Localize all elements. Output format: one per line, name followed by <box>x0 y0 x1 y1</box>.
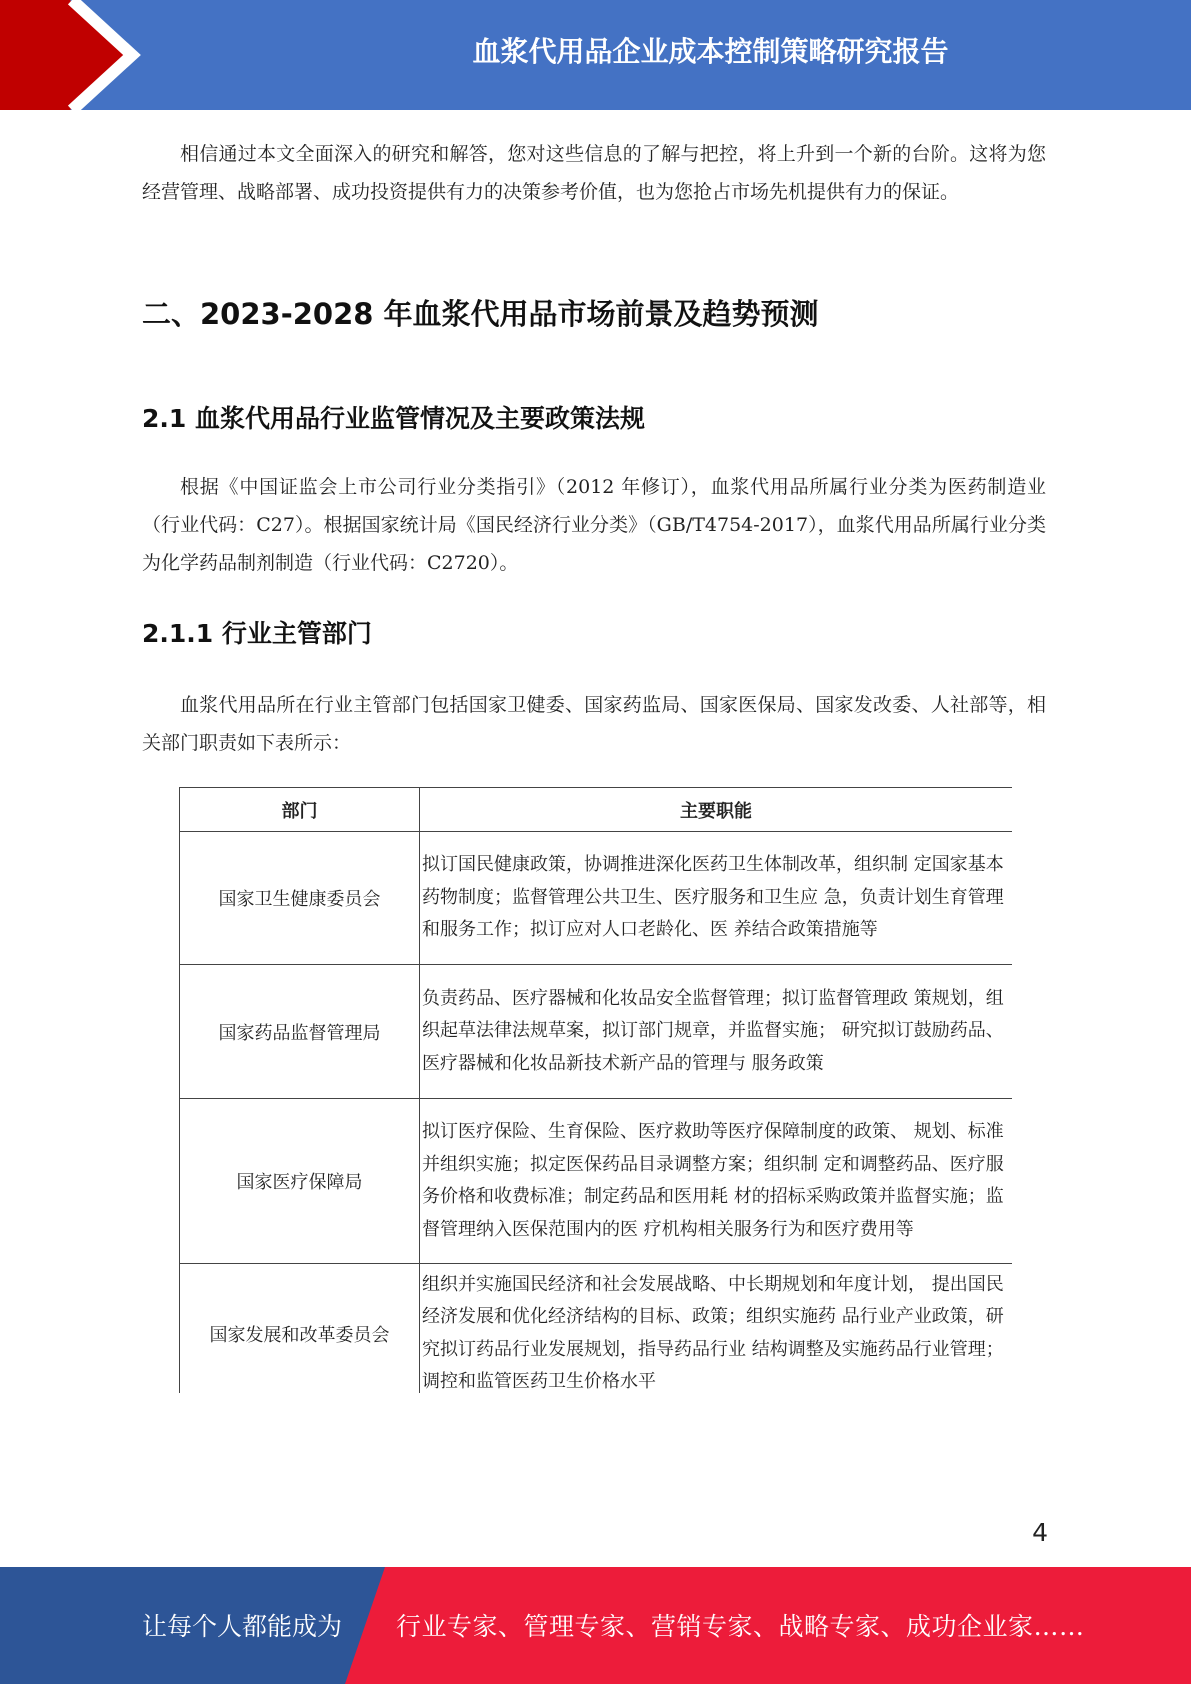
subsection-paragraph: 根据《中国证监会上市公司行业分类指引》（2012 年修订），血浆代用品所属行业分类为医药制造业（行业代码：C27）。根据国家统计局《国民经济行业分类》（GB/T4754-2017），血浆代用品所属行业分类为化学药品制剂制造（行业代码：C2720）。 <box>142 476 1046 574</box>
subsubsection-paragraph: 血浆代用品所在行业主管部门包括国家卫健委、国家药监局、国家医保局、国家发改委、人社部等，相关部门职责如下表所示： <box>142 694 1046 754</box>
section-heading: 二、2023-2028 年血浆代用品市场前景及趋势预测 <box>142 297 819 331</box>
footer-slogan-right: 行业专家、管理专家、营销专家、战略专家、成功企业家…… <box>396 1612 1085 1641</box>
duties-cell: 负责药品、医疗器械和化妆品安全监督管理；拟订监督管理政 策规划，组织起草法律法规草案，拟订部门规章，并监督实施； 研究拟订鼓励药品、医疗器械和化妆品新技术新产品的管理与 服务政策 <box>420 965 1013 1099</box>
table-row <box>180 965 1013 1099</box>
page-header <box>0 0 1191 110</box>
page-number: 4 <box>1032 1518 1048 1547</box>
report-title: 血浆代用品企业成本控制策略研究报告 <box>472 35 949 68</box>
department-cell: 国家医疗保障局 <box>180 1099 420 1264</box>
table-row <box>180 832 1013 965</box>
duties-cell: 组织并实施国民经济和社会发展战略、中长期规划和年度计划， 提出国民经济发展和优化经济结构的目标、政策；组织实施药 品行业产业政策，研究拟订药品行业发展规划，指导药品行业 结构调整及实施药品行业管理；调控和监管医药卫生价格水平 <box>420 1264 1013 1394</box>
header-arrow-graphic <box>0 0 300 110</box>
table-header-duties: 主要职能 <box>420 788 1013 832</box>
duties-cell: 拟订国民健康政策，协调推进深化医药卫生体制改革，组织制 定国家基本药物制度；监督管理公共卫生、医疗服务和卫生应 急，负责计划生育管理和服务工作；拟订应对人口老龄化、医 养结合政策措施等 <box>420 832 1013 965</box>
duties-cell: 拟订医疗保险、生育保险、医疗救助等医疗保障制度的政策、 规划、标准并组织实施；拟定医保药品目录调整方案；组织制 定和调整药品、医疗服务价格和收费标准；制定药品和医用耗 材的招标采购政策并监督实施；监督管理纳入医保范围内的医 疗机构相关服务行为和医疗费用等 <box>420 1099 1013 1264</box>
subsubsection-heading: 2.1.1 行业主管部门 <box>142 619 372 648</box>
subsection-heading: 2.1 血浆代用品行业监管情况及主要政策法规 <box>142 404 645 433</box>
department-duties-table <box>179 787 1012 1393</box>
page-footer <box>0 1567 1191 1684</box>
department-duties-table-container <box>179 787 1012 1393</box>
department-cell: 国家卫生健康委员会 <box>180 832 420 965</box>
intro-paragraph: 相信通过本文全面深入的研究和解答，您对这些信息的了解与把控，将上升到一个新的台阶。这将为您经营管理、战略部署、成功投资提供有力的决策参考价值，也为您抢占市场先机提供有力的保证。 <box>142 143 1046 203</box>
department-cell: 国家发展和改革委员会 <box>180 1264 420 1394</box>
table-header-row <box>180 788 1013 832</box>
table-header-department: 部门 <box>180 788 420 832</box>
department-cell: 国家药品监督管理局 <box>180 965 420 1099</box>
table-row <box>180 1099 1013 1264</box>
table-row <box>180 1264 1013 1394</box>
footer-slogan-left: 让每个人都能成为 <box>142 1612 343 1641</box>
